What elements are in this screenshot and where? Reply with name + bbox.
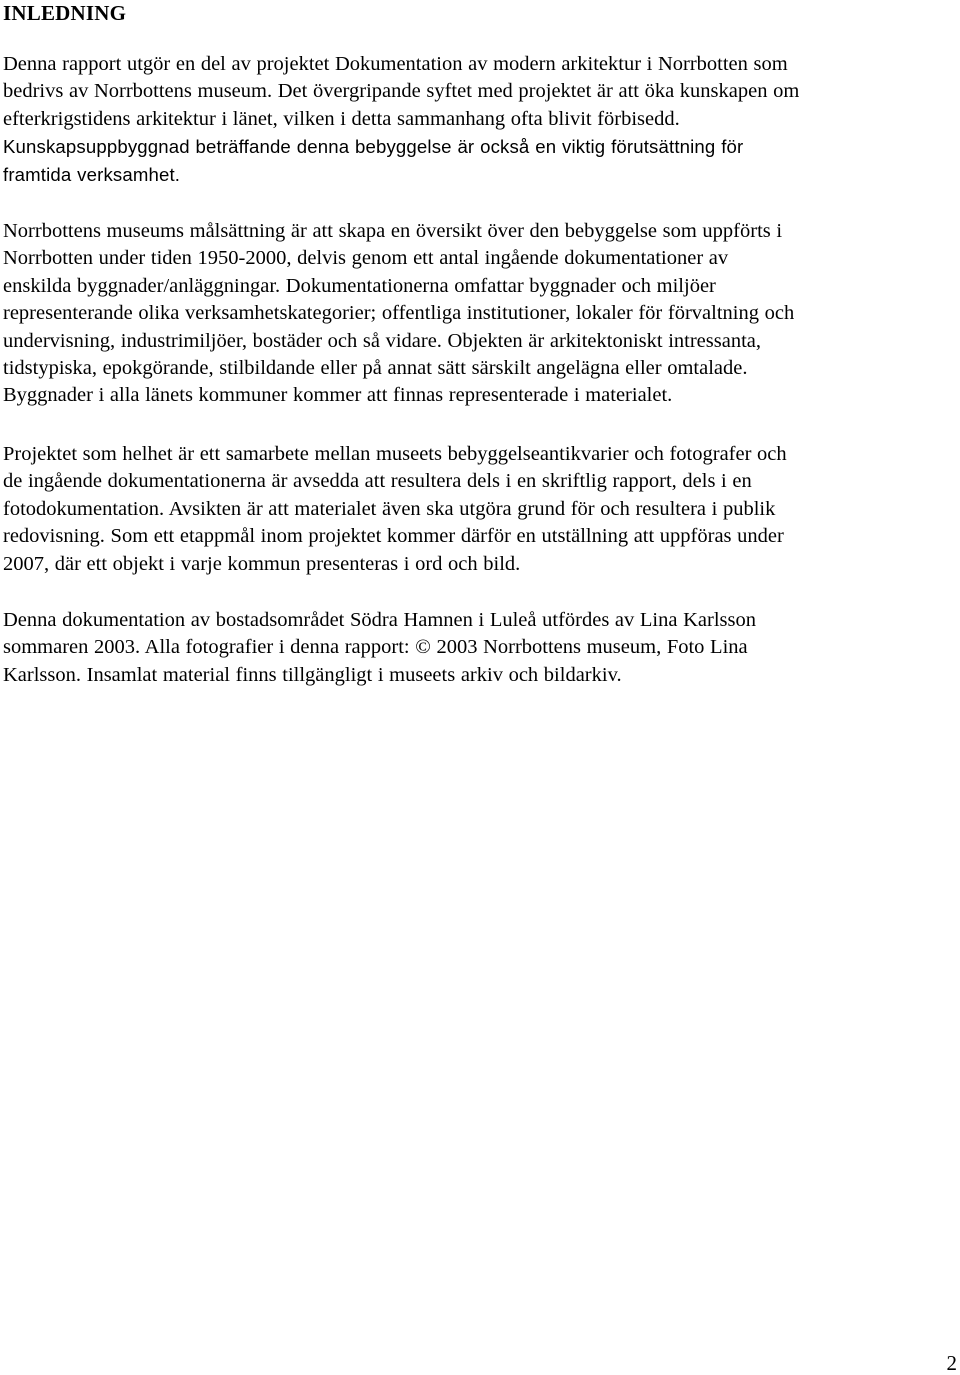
paragraph-line: fotodokumentation. Avsikten är att materialet även ska utgöra grund för och resultera i publik (3, 497, 776, 520)
paragraph-line: Karlsson. Insamlat material finns tillgängligt i museets arkiv och bildarkiv. (3, 663, 622, 686)
paragraph-intro (3, 51, 799, 188)
paragraph-line: framtida verksamhet. (3, 163, 181, 185)
paragraph-line: Projektet som helhet är ett samarbete mellan museets bebyggelseantikvarier och fotografer och (3, 443, 787, 465)
section-heading: INLEDNING (3, 1, 127, 25)
paragraph-line: 2007, där ett objekt i varje kommun presenteras i ord och bild. (3, 552, 521, 575)
paragraph-line: tidstypiska, epokgörande, stilbildande eller på annat sätt särskilt angelägna eller omtalade. (3, 357, 748, 380)
paragraph-line: representerande olika verksamhetskategorier; offentliga institutioner, lokaler för förvaltning och (3, 302, 795, 325)
paragraph-line: sommaren 2003. Alla fotografier i denna rapport: © 2003 Norrbottens museum, Foto Lina (3, 636, 748, 659)
paragraph-line: bedrivs av Norrbottens museum. Det övergripande syftet med projektet är att öka kunskapen om (3, 80, 800, 103)
paragraph-line: enskilda byggnader/anläggningar. Dokumentationerna omfattar byggnader och miljöer (3, 274, 716, 297)
paragraph-line: undervisning, industrimiljöer, bostäder och så vidare. Objekten är arkitektoniskt intressanta, (3, 329, 762, 352)
paragraph-line: redovisning. Som ett etappmål inom projektet kommer därför en utställning att uppföras under (3, 525, 784, 548)
paragraph-line: Norrbotten under tiden 1950-2000, delvis genom ett antal ingående dokumentationer av (3, 247, 729, 270)
paragraph-line: Denna rapport utgör en del av projektet Dokumentation av modern arkitektur i Norrbotten som (3, 53, 788, 75)
paragraph-project (3, 441, 787, 578)
paragraph-documentation (3, 607, 756, 689)
paragraph-line: Norrbottens museums målsättning är att skapa en översikt över den bebyggelse som uppförts i (3, 220, 783, 242)
document-page (3, 0, 943, 686)
paragraph-line: Byggnader i alla länets kommuner kommer att finnas representerade i materialet. (3, 384, 673, 407)
paragraph-goals (3, 218, 794, 410)
paragraph-line: efterkrigstidens arkitektur i länet, vilken i detta sammanhang ofta blivit förbisedd. (3, 107, 680, 130)
paragraph-line: Denna dokumentation av bostadsområdet Södra Hamnen i Luleå utfördes av Lina Karlsson (3, 609, 756, 631)
paragraph-line: Kunskapsuppbyggnad beträffande denna bebyggelse är också en viktig förutsättning för (3, 136, 744, 158)
page-number: 2 (946, 1351, 957, 1375)
paragraph-line: de ingående dokumentationerna är avsedda att resultera dels i en skriftlig rapport, dels i en (3, 470, 752, 493)
